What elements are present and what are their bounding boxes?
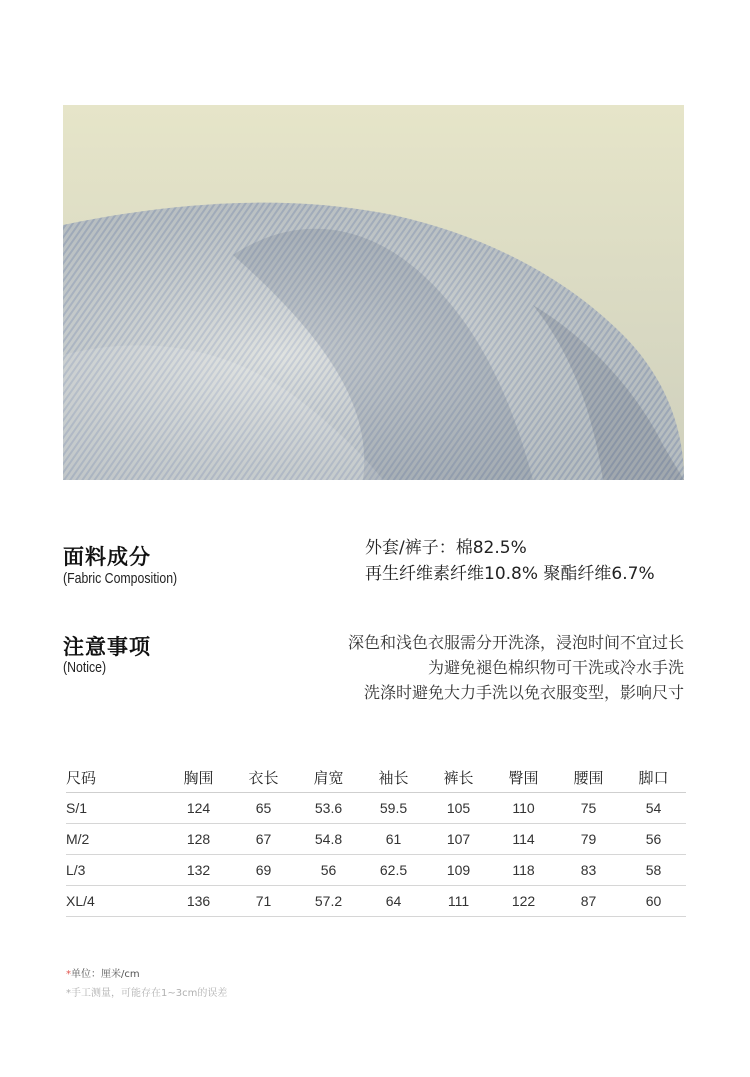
unit-note bbox=[66, 965, 140, 980]
table-cell: 57.2 bbox=[296, 886, 361, 917]
table-cell: XL/4 bbox=[66, 886, 166, 917]
table-cell: 110 bbox=[491, 793, 556, 824]
table-cell: 53.6 bbox=[296, 793, 361, 824]
table-cell: 59.5 bbox=[361, 793, 426, 824]
table-cell: 56 bbox=[621, 824, 686, 855]
header-cell: 衣长 bbox=[231, 762, 296, 793]
notice-line-1: 深色和浅色衣服需分开洗涤，浸泡时间不宜过长 bbox=[347, 633, 684, 652]
table-row bbox=[66, 886, 686, 917]
table-cell: 122 bbox=[491, 886, 556, 917]
header-cell: 尺码 bbox=[66, 762, 166, 793]
table-cell: 111 bbox=[426, 886, 491, 917]
notice-subtitle: (Notice) bbox=[63, 659, 107, 676]
table-cell: 136 bbox=[166, 886, 231, 917]
measurement-note-text: 手工测量，可能存在1~3cm的误差 bbox=[71, 988, 228, 999]
table-cell: 107 bbox=[426, 824, 491, 855]
composition-title: 面料成分 bbox=[63, 545, 151, 569]
table-cell: 62.5 bbox=[361, 855, 426, 886]
header-cell: 肩宽 bbox=[296, 762, 361, 793]
notice-title: 注意事项 bbox=[63, 635, 151, 659]
table-cell: 114 bbox=[491, 824, 556, 855]
table-row bbox=[66, 855, 686, 886]
size-table-header bbox=[66, 762, 686, 793]
table-cell: 65 bbox=[231, 793, 296, 824]
composition-line-2: 再生纤维素纤维10.8% 聚酯纤维6.7% bbox=[365, 564, 655, 584]
table-row bbox=[66, 824, 686, 855]
table-cell: 69 bbox=[231, 855, 296, 886]
header-cell: 胸围 bbox=[166, 762, 231, 793]
header-cell: 脚口 bbox=[621, 762, 686, 793]
asterisk: * bbox=[66, 969, 71, 980]
table-cell: 58 bbox=[621, 855, 686, 886]
table-cell: 61 bbox=[361, 824, 426, 855]
header-cell: 臀围 bbox=[491, 762, 556, 793]
notice-line-3: 洗涤时避免大力手洗以免衣服变型，影响尺寸 bbox=[363, 683, 684, 702]
size-table bbox=[66, 762, 686, 917]
table-cell: 54.8 bbox=[296, 824, 361, 855]
table-cell: 56 bbox=[296, 855, 361, 886]
table-cell: S/1 bbox=[66, 793, 166, 824]
table-cell: L/3 bbox=[66, 855, 166, 886]
table-cell: 109 bbox=[426, 855, 491, 886]
asterisk: * bbox=[66, 988, 71, 999]
table-cell: 54 bbox=[621, 793, 686, 824]
composition-line-1: 外套/裤子：棉82.5% bbox=[365, 538, 527, 558]
table-cell: 83 bbox=[556, 855, 621, 886]
unit-note-text: 单位：厘米/cm bbox=[71, 969, 140, 980]
table-cell: 75 bbox=[556, 793, 621, 824]
table-cell: 64 bbox=[361, 886, 426, 917]
table-row bbox=[66, 793, 686, 824]
composition-subtitle: (Fabric Composition) bbox=[63, 570, 178, 587]
table-cell: 118 bbox=[491, 855, 556, 886]
measurement-note bbox=[66, 984, 227, 999]
header-cell: 裤长 bbox=[426, 762, 491, 793]
table-cell: 71 bbox=[231, 886, 296, 917]
notice-line-2: 为避免褪色棉织物可干洗或冷水手洗 bbox=[427, 658, 684, 677]
table-cell: 124 bbox=[166, 793, 231, 824]
table-cell: M/2 bbox=[66, 824, 166, 855]
table-cell: 79 bbox=[556, 824, 621, 855]
table-cell: 67 bbox=[231, 824, 296, 855]
header-cell: 腰围 bbox=[556, 762, 621, 793]
table-cell: 105 bbox=[426, 793, 491, 824]
fabric-texture-icon bbox=[63, 105, 684, 480]
fabric-photo bbox=[63, 105, 684, 480]
table-cell: 128 bbox=[166, 824, 231, 855]
table-cell: 60 bbox=[621, 886, 686, 917]
header-cell: 袖长 bbox=[361, 762, 426, 793]
table-cell: 132 bbox=[166, 855, 231, 886]
table-cell: 87 bbox=[556, 886, 621, 917]
